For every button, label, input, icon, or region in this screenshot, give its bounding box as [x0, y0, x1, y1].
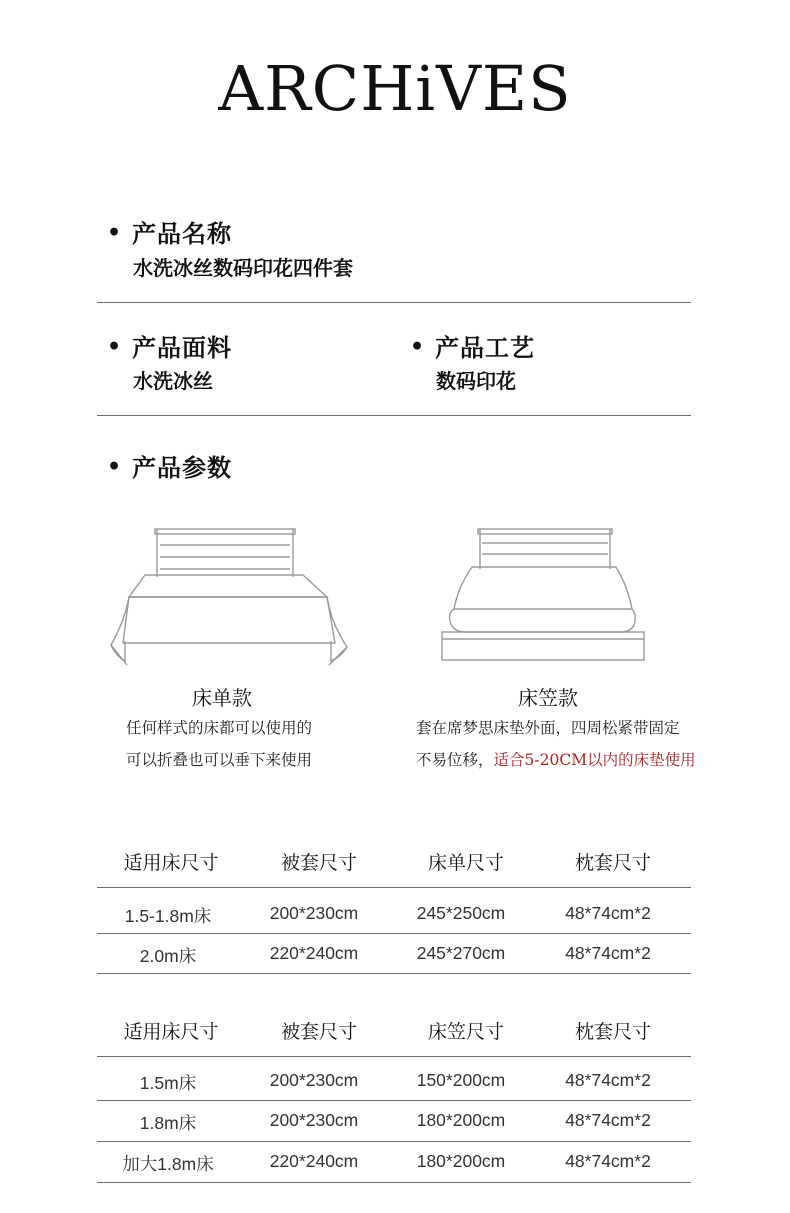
table-cell: 245*250cm	[416, 903, 506, 923]
product-fabric-value: 水洗冰丝	[133, 369, 213, 393]
table-header-cell: 被套尺寸	[280, 1021, 357, 1043]
table-header-cell: 适用床尺寸	[123, 1021, 219, 1043]
table-rule	[97, 1141, 691, 1142]
divider	[97, 415, 691, 416]
table-rule	[97, 1100, 691, 1101]
table-header-cell: 被套尺寸	[280, 852, 357, 874]
fitted-sheet-note-line: 套在席梦思床垫外面，四周松紧带固定	[416, 719, 680, 737]
flat-sheet-caption: 床单款	[192, 686, 252, 710]
flat-sheet-note-line: 可以折叠也可以垂下来使用	[126, 751, 313, 769]
product-params-heading	[107, 448, 232, 483]
table-cell: 200*230cm	[269, 1070, 359, 1090]
table-cell: 150*200cm	[416, 1070, 506, 1090]
table-header-cell: 床笠尺寸	[427, 1021, 504, 1043]
product-craft-title: 产品工艺	[435, 333, 536, 362]
table-cell: 245*270cm	[416, 943, 506, 963]
table-header-cell: 枕套尺寸	[574, 1021, 651, 1043]
brand-logo: ARCHiVES	[218, 52, 572, 125]
table-cell: 180*200cm	[416, 1151, 506, 1171]
table-cell: 1.5-1.8m床	[124, 906, 212, 926]
bullet-icon: •	[107, 334, 123, 360]
table-cell: 220*240cm	[269, 1151, 359, 1171]
table-rule	[97, 1182, 691, 1183]
flat-sheet-note-line: 任何样式的床都可以使用的	[126, 719, 313, 737]
table-cell: 2.0m床	[139, 946, 197, 966]
table-cell: 180*200cm	[416, 1110, 506, 1130]
table-cell: 220*240cm	[269, 943, 359, 963]
product-fabric-heading	[107, 328, 232, 363]
table-header-cell: 床单尺寸	[427, 852, 504, 874]
table-cell: 1.8m床	[139, 1113, 197, 1133]
table-cell: 48*74cm*2	[565, 1151, 651, 1171]
fitted-sheet-note	[416, 712, 696, 776]
product-name-title: 产品名称	[132, 219, 233, 248]
table-cell: 48*74cm*2	[565, 903, 651, 923]
product-craft-value: 数码印花	[436, 369, 516, 393]
fitted-sheet-caption: 床笠款	[518, 686, 578, 710]
product-craft-heading	[410, 328, 535, 363]
table-cell: 1.5m床	[139, 1073, 197, 1093]
table-header-cell: 适用床尺寸	[123, 852, 219, 874]
table-cell: 48*74cm*2	[565, 1110, 651, 1130]
product-name-value: 水洗冰丝数码印花四件套	[133, 256, 353, 280]
table-cell: 200*230cm	[269, 903, 359, 923]
table-rule	[97, 933, 691, 934]
table-cell: 加大1.8m床	[122, 1154, 214, 1174]
table-rule	[97, 1056, 691, 1057]
fitted-sheet-bed-illustration	[440, 525, 646, 663]
product-name-heading	[107, 214, 232, 249]
flat-sheet-bed-illustration	[105, 525, 350, 667]
table-cell: 200*230cm	[269, 1110, 359, 1130]
bullet-icon: •	[107, 454, 123, 480]
table-cell: 48*74cm*2	[565, 943, 651, 963]
fitted-sheet-note-plain: 不易位移，	[416, 751, 494, 769]
divider	[97, 302, 691, 303]
table-rule	[97, 887, 691, 888]
fitted-sheet-note-line	[416, 744, 696, 776]
fitted-sheet-note-highlight: 适合5-20CM以内的床垫使用	[493, 751, 696, 769]
product-fabric-title: 产品面料	[132, 333, 233, 362]
bullet-icon: •	[410, 334, 426, 360]
table-header-cell: 枕套尺寸	[574, 852, 651, 874]
table-rule	[97, 973, 691, 974]
flat-sheet-note	[126, 712, 312, 776]
bullet-icon: •	[107, 220, 123, 246]
table-cell: 48*74cm*2	[565, 1070, 651, 1090]
product-params-title: 产品参数	[132, 453, 233, 482]
